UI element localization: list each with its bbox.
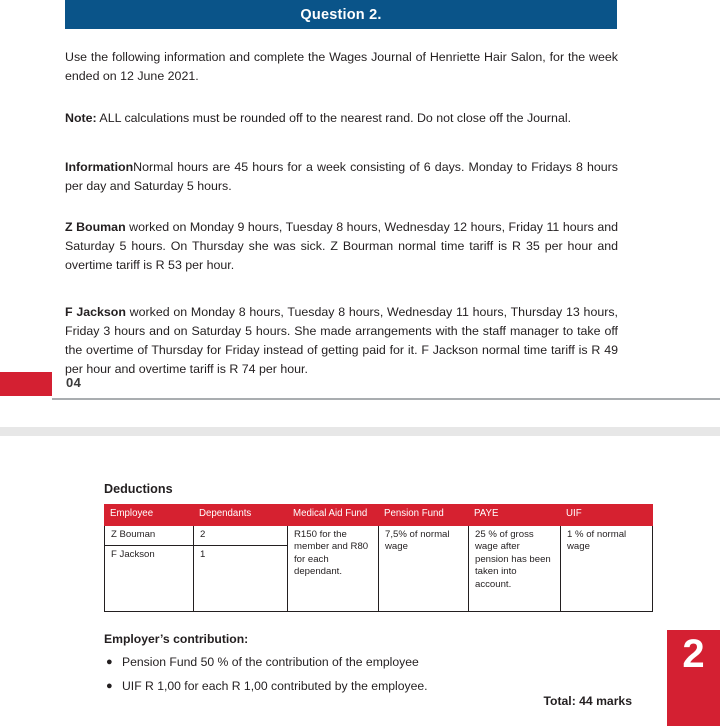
question-number-tab (667, 630, 720, 726)
total-marks: Total: 44 marks (543, 694, 632, 708)
column-header-uif: UIF (561, 505, 653, 526)
deductions-table (104, 504, 653, 612)
list-item (104, 674, 428, 698)
table-row (105, 525, 653, 546)
employee-jackson-paragraph (65, 303, 618, 379)
note-label: Note: (65, 111, 97, 126)
cell-employee-name: Z Bouman (105, 525, 194, 546)
cell-employee-dependants: 2 (194, 525, 288, 546)
bullet-icon: ● (106, 680, 113, 692)
intro-paragraph (65, 48, 618, 86)
exam-page-lower (0, 436, 720, 726)
information-paragraph (65, 158, 618, 196)
question-banner-title: Question 2. (300, 6, 382, 23)
note-text: ALL calculations must be rounded off to the nearest rand. Do not close off the Journal. (96, 111, 572, 126)
question-banner (65, 0, 617, 29)
intro-text: Use the following information and complete the Wages Journal of Henriette Hair Salon, for the week ended on 12 June 2021. (65, 50, 618, 84)
column-header-medical-aid-fund: Medical Aid Fund (288, 505, 379, 526)
page-footer-rule (52, 398, 720, 400)
employee-bouman-label: Z Bouman (65, 220, 126, 235)
page-separator-band (0, 427, 720, 436)
employee-jackson-text: worked on Monday 8 hours, Tuesday 8 hours, Wednesday 11 hours, Thursday 13 hours, Friday 3 hours and on Saturday 5 hours. She made arrangements with the staff manager to take off the overtime of Thursday for Friday instead of getting paid for it. F Jackson normal time tariff is R 49 per hour and overtime tariff is R 74 per hour. (65, 305, 618, 377)
cell-medical-aid-fund: R150 for the member and R80 for each dependant. (288, 525, 379, 612)
page-number: 04 (66, 375, 82, 390)
question-number-tab-label: 2 (682, 632, 705, 676)
column-header-paye: PAYE (469, 505, 561, 526)
page-marker-accent-block (0, 372, 52, 396)
table-header-row (105, 505, 653, 526)
employer-contribution-heading: Employer’s contribution: (104, 632, 249, 646)
deductions-heading: Deductions (104, 482, 173, 496)
list-item (104, 650, 428, 674)
cell-uif: 1 % of normal wage (561, 525, 653, 612)
column-header-pension-fund: Pension Fund (379, 505, 469, 526)
column-header-employee: Employee (105, 505, 194, 526)
bullet-icon: ● (106, 656, 113, 668)
cell-employee-dependants: 1 (194, 546, 288, 612)
column-header-dependants: Dependants (194, 505, 288, 526)
employee-jackson-label: F Jackson (65, 305, 126, 320)
information-text: Normal hours are 45 hours for a week consisting of 6 days. Monday to Fridays 8 hours per day and Saturday 5 hours. (65, 160, 618, 194)
employer-contribution-list (104, 650, 428, 698)
employee-bouman-paragraph (65, 218, 618, 275)
list-item-label: Pension Fund 50 % of the contribution of the employee (122, 655, 419, 669)
cell-pension-fund: 7,5% of normal wage (379, 525, 469, 612)
note-paragraph (65, 109, 618, 128)
list-item-label: UIF R 1,00 for each R 1,00 contributed by the employee. (122, 679, 428, 693)
information-label: Information (65, 160, 134, 175)
cell-employee-name: F Jackson (105, 546, 194, 612)
employee-bouman-text: worked on Monday 9 hours, Tuesday 8 hours, Wednesday 12 hours, Friday 11 hours and Saturday 5 hours. On Thursday she was sick. Z Bourman normal time tariff is R 35 per hour and overtime tariff is R 53 per hour. (65, 220, 619, 273)
cell-paye: 25 % of gross wage after pension has been taken into account. (469, 525, 561, 612)
